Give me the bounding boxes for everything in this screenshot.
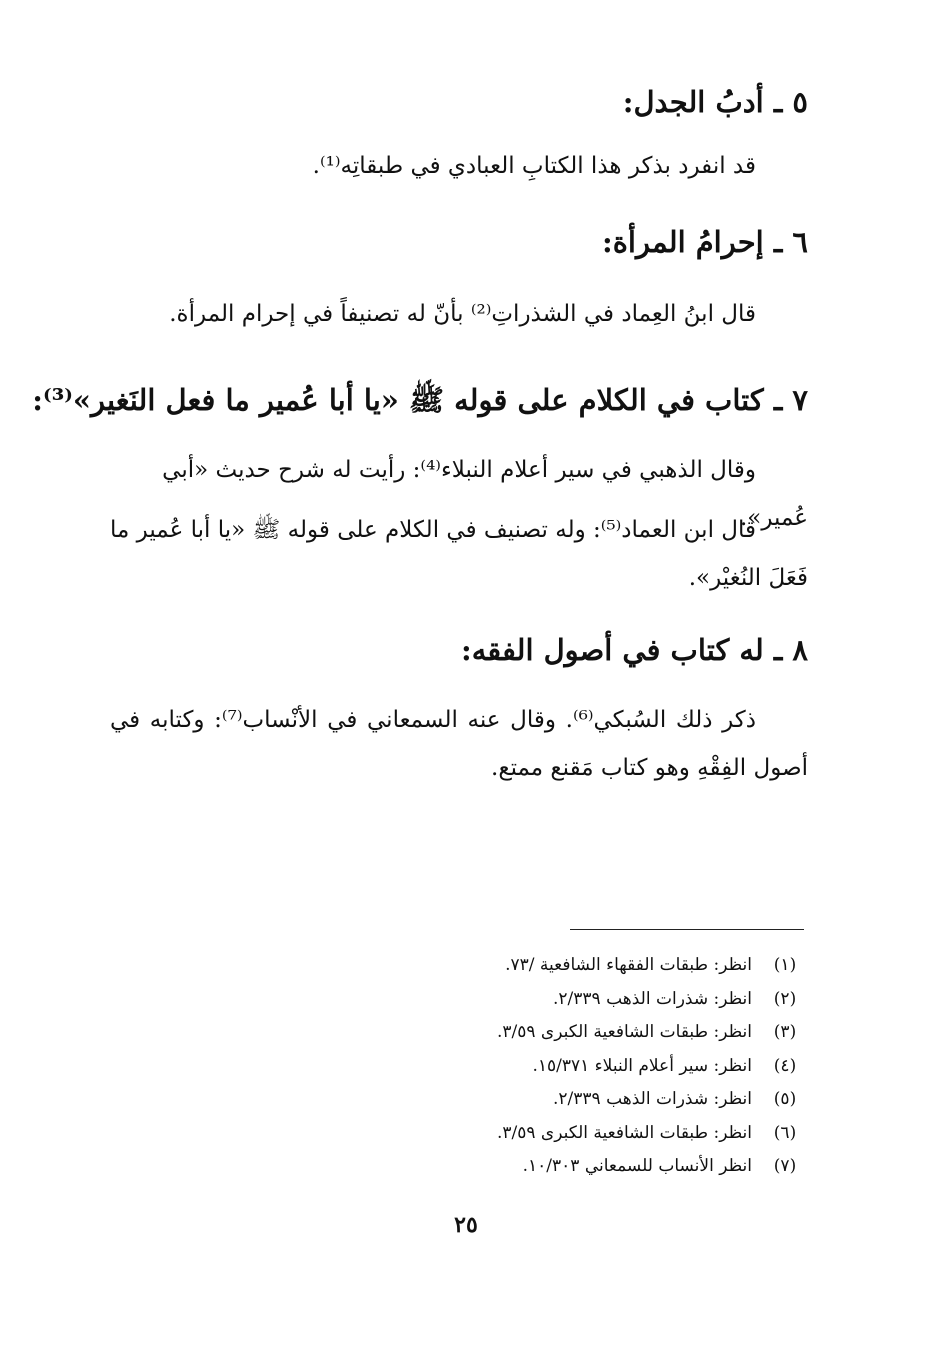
footnote-text: انظر الأنساب للسمعاني ١٠/٣٠٣. <box>522 1156 752 1176</box>
footnote-text: انظر: طبقات الشافعية الكبرى ٣/٥٩. <box>496 1022 752 1042</box>
section-5-paragraph: قد انفرد بذكر هذا الكتابِ العبادي في طبقاتِه⁽¹⁾. <box>312 153 756 179</box>
footnote-number: (٤) <box>773 1055 797 1076</box>
footnote-item <box>378 983 808 1017</box>
footnote-text: انظر: شذرات الذهب ٢/٣٣٩. <box>553 988 752 1009</box>
footnote-text: انظر: سير أعلام النبلاء ١٥/٣٧١. <box>532 1055 752 1076</box>
footnote-number: (٦) <box>773 1122 797 1143</box>
footnote-text: انظر: طبقات الفقهاء الشافعية /٧٣. <box>505 955 752 975</box>
footnote-item <box>378 1150 808 1184</box>
section-7-paragraph-2: قال ابن العماد⁽⁵⁾: وله تصنيف في الكلام على قوله ﷺ «يا أبا عُمير ما فَعَلَ النُغيْر». <box>110 517 808 591</box>
footnote-item <box>378 1016 808 1050</box>
footnote-number: (١) <box>773 955 797 975</box>
section-8-paragraph: ذكر ذلك السُبكي⁽⁶⁾. وقال عنه السمعاني في الأنْساب⁽⁷⁾: وكتابه في أصول الفِقْهِ وهو كتاب مَقنع ممتع. <box>110 707 808 781</box>
page-number: ٢٥ <box>454 1212 478 1238</box>
footnote-number: (٢) <box>773 988 797 1009</box>
footnote-text: انظر: شذرات الذهب ٢/٣٣٩. <box>553 1089 752 1109</box>
section-heading-5: ٥ ـ أدبُ الجدل: <box>622 85 808 119</box>
section-7-paragraph-1: وقال الذهبي في سير أعلام النبلاء⁽⁴⁾: رأيت له شرح حديث «أبي عُمير». <box>162 457 808 531</box>
section-heading-8: ٨ ـ له كتاب في أصول الفقه: <box>461 633 808 667</box>
footnotes-list <box>378 949 808 1184</box>
footnote-separator <box>570 929 804 930</box>
footnote-number: (٥) <box>773 1089 797 1109</box>
section-heading-7: ٧ ـ كتاب في الكلام على قوله ﷺ «يا أبا عُمير ما فعل النَغير»⁽³⁾: <box>32 383 808 417</box>
footnote-item <box>378 949 808 983</box>
footnote-item <box>378 1050 808 1084</box>
footnote-number: (٧) <box>773 1156 797 1176</box>
section-heading-6: ٦ ـ إحرامُ المرأة: <box>602 225 808 259</box>
footnote-text: انظر: طبقات الشافعية الكبرى ٣/٥٩. <box>496 1122 752 1143</box>
footnote-number: (٣) <box>773 1022 797 1042</box>
footnote-item <box>378 1117 808 1151</box>
section-6-paragraph: قال ابنُ العِماد في الشذراتِ⁽²⁾ بأنّ له تصنيفاً في إحرام المرأة. <box>169 301 756 327</box>
footnote-item <box>378 1083 808 1117</box>
